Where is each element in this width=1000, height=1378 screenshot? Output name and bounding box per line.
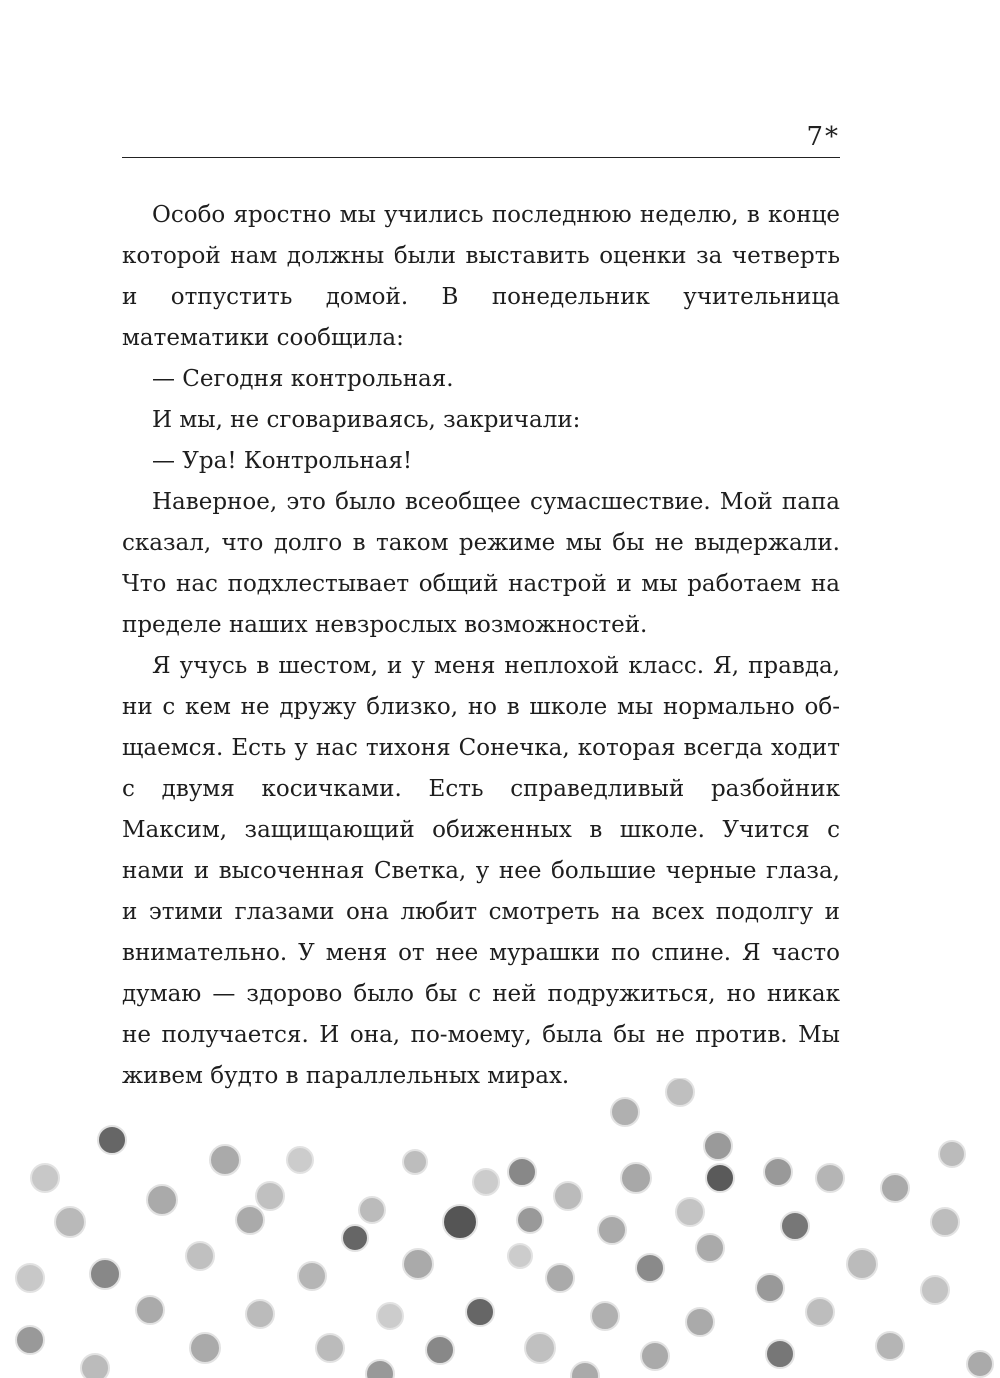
confetti-dot — [696, 1234, 724, 1262]
paragraph-2: — Сегодня контрольная. — [152, 366, 454, 392]
confetti-dot — [591, 1302, 619, 1330]
paragraph-6: Я учусь в шестом, и у меня неплохой класс. Я, правда, ни с кем не дружу близко, но в школе мы нормально общаемся. Есть у нас тихоня Сонечка, которая всегда ходит с двумя косичками. Есть справедливый разбойник Максим, защищающий обиженных в школе. Учится с нами и высоченная Светка, у нее большие черные глаза, и этими глазами она любит смотреть на всех подолгу и внимательно. У меня от нее мурашки по спине. Я часто думаю — здорово было бы с ней подружиться, но никак не получается. И она, по-моему, была бы не против. Мы живем будто в параллельных мирах. — [122, 653, 840, 1089]
paragraph-5: Наверное, это было всеобщее сумасшествие. Мой папа сказал, что долго в таком режиме мы бы не выдержали. Что нас подхлестывает общий настрой и мы работаем на пределе наших невзрослых возможностей. — [122, 489, 840, 638]
confetti-dot — [554, 1182, 582, 1210]
confetti-dot — [359, 1197, 385, 1223]
confetti-dot — [366, 1360, 394, 1378]
confetti-dot — [377, 1303, 403, 1329]
page-number-ornament: * — [825, 122, 840, 152]
paragraph-3: И мы, не сговариваясь, закричали: — [152, 407, 581, 433]
confetti-dot — [571, 1362, 599, 1378]
confetti-dot — [210, 1145, 240, 1175]
confetti-dot — [764, 1158, 792, 1186]
confetti-dot — [636, 1254, 664, 1282]
confetti-dot — [403, 1249, 433, 1279]
confetti-dot — [298, 1262, 326, 1290]
paragraph-4: — Ура! Контрольная! — [152, 448, 413, 474]
confetti-dot — [676, 1198, 704, 1226]
page-number-value: 7 — [806, 122, 825, 152]
confetti-dot — [287, 1147, 313, 1173]
confetti-dot — [55, 1207, 85, 1237]
confetti-dot — [403, 1150, 427, 1174]
page-body — [122, 195, 840, 1097]
paragraph-1: Особо яростно мы учились последнюю неделю, в конце которой нам должны были выставить оценки за четверть и отпустить домой. В понедельник учительница математики сообщила: — [122, 202, 840, 351]
confetti-dot — [190, 1333, 220, 1363]
confetti-dot — [98, 1126, 126, 1154]
confetti-dot — [766, 1340, 794, 1368]
confetti-dot — [546, 1264, 574, 1292]
confetti-dot — [781, 1212, 809, 1240]
header-rule — [122, 157, 840, 158]
confetti-dot — [517, 1207, 543, 1233]
confetti-dot — [316, 1334, 344, 1362]
confetti-dot — [90, 1259, 120, 1289]
confetti-dot — [147, 1185, 177, 1215]
confetti-dot — [473, 1169, 499, 1195]
confetti-dot — [525, 1333, 555, 1363]
confetti-dot — [967, 1351, 993, 1377]
confetti-dot — [641, 1342, 669, 1370]
confetti-dot — [704, 1132, 732, 1160]
confetti-dot — [508, 1158, 536, 1186]
confetti-dot — [686, 1308, 714, 1336]
confetti-dot — [598, 1216, 626, 1244]
confetti-dot — [81, 1354, 109, 1378]
confetti-dot — [876, 1332, 904, 1360]
running-header — [122, 118, 840, 158]
confetti-dot — [236, 1206, 264, 1234]
confetti-dot — [186, 1242, 214, 1270]
confetti-dot — [921, 1276, 949, 1304]
confetti-dot — [611, 1098, 639, 1126]
page-number — [806, 122, 840, 152]
confetti-dot — [426, 1336, 454, 1364]
confetti-dot — [508, 1244, 532, 1268]
confetti-dot — [806, 1298, 834, 1326]
confetti-dot — [136, 1296, 164, 1324]
confetti-dot — [31, 1164, 59, 1192]
confetti-dot — [342, 1225, 368, 1251]
confetti-dot — [443, 1205, 477, 1239]
confetti-dot — [246, 1300, 274, 1328]
confetti-dot — [756, 1274, 784, 1302]
confetti-dot — [881, 1174, 909, 1202]
confetti-dot — [256, 1182, 284, 1210]
confetti-dot — [16, 1264, 44, 1292]
confetti-dot — [847, 1249, 877, 1279]
confetti-dot — [816, 1164, 844, 1192]
confetti-dot — [706, 1164, 734, 1192]
confetti-dots-icon — [0, 1078, 1000, 1378]
confetti-dot — [939, 1141, 965, 1167]
confetti-dot — [621, 1163, 651, 1193]
confetti-dot — [931, 1208, 959, 1236]
confetti-dot — [16, 1326, 44, 1354]
confetti-dot — [466, 1298, 494, 1326]
